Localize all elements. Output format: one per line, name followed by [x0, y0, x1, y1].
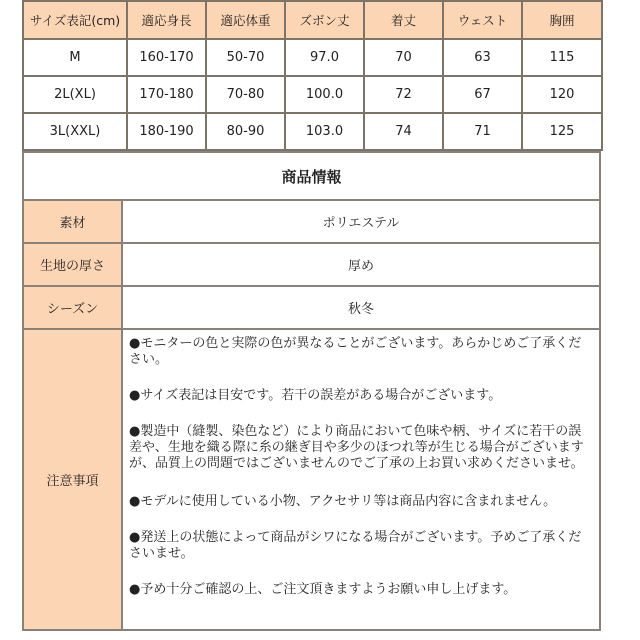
note-item: ●製造中（縫製、染色など）により商品において色味や柄、サイズに若干の誤差や、生地を織る際に糸の継ぎ目や多少のほつれ等が生じる場合がございますが、品質上の問題ではございませんのでご了承の上お買い求めくださいませ。 [129, 424, 584, 471]
note-item: ●発送上の状態によって商品がシワになる場合がございます。予めご了承くださいませ。 [129, 530, 582, 561]
cell-size: 2L(XL) [23, 76, 127, 113]
cell-height: 180-190 [127, 113, 206, 150]
cell-waist: 63 [443, 39, 522, 76]
header-height: 適応身長 [127, 1, 206, 39]
cell-size: 3L(XXL) [23, 113, 127, 150]
cell-pants-length: 103.0 [285, 113, 364, 150]
info-row-thickness [23, 243, 600, 286]
cell-height: 170-180 [127, 76, 206, 113]
info-row-season [23, 286, 600, 329]
table-row [23, 39, 602, 76]
material-value: ポリエステル [122, 200, 600, 243]
cell-height: 160-170 [127, 39, 206, 76]
header-body-length: 着丈 [364, 1, 443, 39]
header-weight: 適応体重 [206, 1, 285, 39]
table-row [23, 113, 602, 150]
note-item: ●モニターの色と実際の色が異なることがございます。あらかじめご了承ください。 [129, 336, 582, 367]
cell-waist: 71 [443, 113, 522, 150]
note-item: ●モデルに使用している小物、アクセサリ等は商品内容に含まれません。 [129, 494, 557, 509]
header-pants-length: ズボン丈 [285, 1, 364, 39]
info-row-notes [23, 329, 600, 630]
material-label: 素材 [23, 200, 122, 243]
cell-body-length: 74 [364, 113, 443, 150]
cell-body-length: 72 [364, 76, 443, 113]
cell-pants-length: 100.0 [285, 76, 364, 113]
cell-size: M [23, 39, 127, 76]
info-row-material [23, 200, 600, 243]
cell-weight: 80-90 [206, 113, 285, 150]
header-chest: 胸囲 [522, 1, 602, 39]
cell-weight: 50-70 [206, 39, 285, 76]
header-size-label: サイズ表記(cm) [23, 1, 127, 39]
cell-pants-length: 97.0 [285, 39, 364, 76]
table-row [23, 76, 602, 113]
cell-weight: 70-80 [206, 76, 285, 113]
cell-chest: 115 [522, 39, 602, 76]
cell-waist: 67 [443, 76, 522, 113]
cell-body-length: 70 [364, 39, 443, 76]
season-value: 秋冬 [122, 286, 600, 329]
product-info-title: 商品情報 [23, 152, 600, 200]
size-table-header-row [23, 1, 602, 39]
header-waist: ウェスト [443, 1, 522, 39]
cell-chest: 125 [522, 113, 602, 150]
note-item: ●サイズ表記は目安です。若干の誤差がある場合がございます。 [129, 388, 502, 403]
notes-content [122, 329, 600, 630]
cell-chest: 120 [522, 76, 602, 113]
product-info-table [22, 151, 601, 631]
notes-label: 注意事項 [23, 329, 122, 630]
size-chart-table [22, 0, 603, 151]
season-label: シーズン [23, 286, 122, 329]
thickness-label: 生地の厚さ [23, 243, 122, 286]
thickness-value: 厚め [122, 243, 600, 286]
note-item: ●予め十分ご確認の上、ご注文頂きますようお願い申し上げます。 [129, 582, 517, 597]
